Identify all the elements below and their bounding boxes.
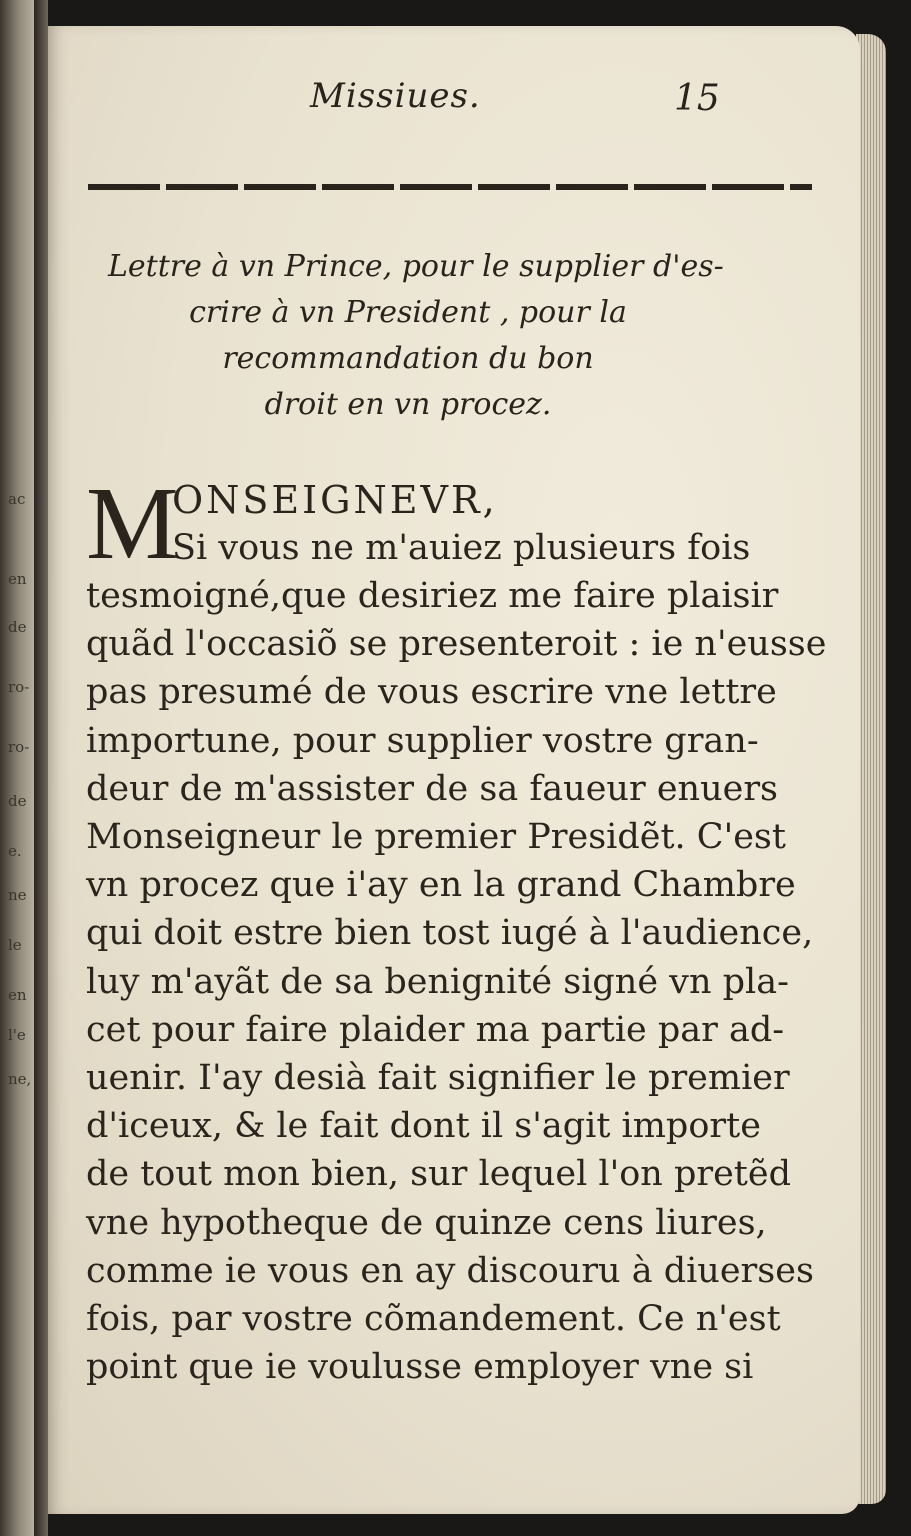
- page-header: [48, 66, 860, 126]
- salutation: ONSEIGNEVR,: [172, 478, 498, 522]
- body-line: d'iceux, & le fait dont il s'agit importe: [86, 1106, 761, 1147]
- facing-page-fragment: l'e: [8, 1026, 26, 1044]
- page-number: 15: [674, 78, 720, 119]
- letter-body: [86, 466, 827, 1391]
- body-line: point que ie voulusse employer vne si: [86, 1347, 754, 1388]
- facing-page-fragment: ac: [8, 490, 26, 508]
- facing-page-fragment: le: [8, 936, 22, 954]
- ornamental-rule: [88, 184, 812, 190]
- letter-heading: [108, 244, 724, 428]
- body-line: luy m'ayãt de sa benignité signé vn pla-: [86, 961, 789, 1002]
- facing-page-fragment: de: [8, 618, 27, 636]
- body-line: comme ie vous en ay discouru à diuerses: [86, 1250, 814, 1291]
- drop-cap: M: [86, 466, 179, 581]
- body-line: Monseigneur le premier Presidẽt. C'est: [86, 817, 786, 858]
- facing-page-fragment: en: [8, 986, 27, 1004]
- salutation-block: [86, 466, 776, 581]
- body-line: cet pour faire plaider ma partie par ad-: [86, 1009, 785, 1050]
- body-line: Si vous ne m'auiez plusieurs fois: [172, 528, 751, 568]
- facing-page-fragment: ne,: [8, 1070, 32, 1088]
- facing-page-fragment: ro-: [8, 678, 30, 696]
- heading-line: crire à vn President , pour la: [189, 295, 627, 330]
- heading-line: recommandation du bon: [222, 341, 594, 376]
- body-line: vne hypotheque de quinze cens liures,: [86, 1202, 767, 1243]
- body-line: importune, pour supplier vostre gran-: [86, 720, 759, 761]
- body-text: [86, 572, 827, 1391]
- heading-line: Lettre à vn Prince, pour le supplier d'es-: [108, 249, 724, 284]
- facing-page-edge: [0, 0, 34, 1536]
- facing-page-fragment: ne: [8, 886, 27, 904]
- body-line: quãd l'occasiõ se presenteroit : ie n'eusse: [86, 624, 827, 665]
- facing-page-fragment: de: [8, 792, 27, 810]
- book-page: [48, 26, 860, 1514]
- body-line: qui doit estre bien tost iugé à l'audience,: [86, 913, 814, 954]
- running-title: Missiues.: [310, 76, 481, 116]
- body-line: pas presumé de vous escrire vne lettre: [86, 672, 777, 713]
- body-line: deur de m'assister de sa faueur enuers: [86, 768, 779, 809]
- page-edges: [856, 34, 886, 1504]
- body-line: vn procez que i'ay en la grand Chambre: [86, 865, 796, 906]
- body-line: de tout mon bien, sur lequel l'on pretẽd: [86, 1154, 791, 1195]
- facing-page-fragment: en: [8, 570, 27, 588]
- facing-page-fragment: e.: [8, 842, 22, 860]
- body-line: fois, par vostre cõmandement. Ce n'est: [86, 1299, 781, 1340]
- facing-page-fragment: ro-: [8, 738, 30, 756]
- book-gutter: [34, 0, 48, 1536]
- body-line: tesmoigné,que desiriez me faire plaisir: [86, 576, 779, 616]
- heading-line: droit en vn procez.: [264, 387, 552, 422]
- body-line: uenir. I'ay desià fait signifier le premier: [86, 1058, 790, 1099]
